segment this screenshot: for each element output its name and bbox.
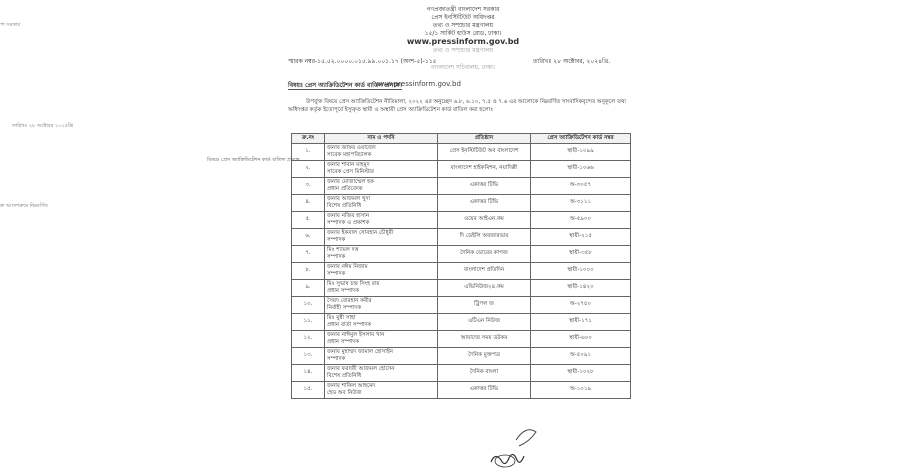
cell-org <box>438 382 531 399</box>
table-row <box>292 178 631 195</box>
cell-org <box>438 161 531 178</box>
serial-text: ১. <box>305 148 311 154</box>
person-title: বিশেষ প্রতিনিধি <box>327 203 362 209</box>
gov-header-line2: প্রেস ইনস্টিটিউট অধিদপ্তর <box>431 14 495 21</box>
person-title: সম্পাদক <box>327 237 346 243</box>
bleed-text-3: বিষয়ঃ প্রেস অ্যাক্রিডিটেশন কার্ড বাতিল প্রসঙ্গে <box>207 157 300 163</box>
person-title: প্রধান বার্তা সম্পাদক <box>327 322 372 328</box>
person-title: সম্পাদক ও প্রকাশক <box>327 220 370 226</box>
person-title: সাবেক প্রেস মিনিস্টার <box>327 169 374 175</box>
table-row <box>292 348 631 365</box>
serial-text: ৫. <box>305 216 311 222</box>
org-text: ওয়েব আইএন.কম <box>464 216 504 222</box>
cell-serial <box>292 178 325 195</box>
person-name: জনাব ফরাজী আজমল হোসেন <box>327 366 395 372</box>
cell-card <box>531 365 631 382</box>
serial-text: ১৩. <box>303 352 313 358</box>
org-text: দৈনিক মুক্তপত্র <box>468 352 500 358</box>
cell-org <box>438 365 531 382</box>
table-row <box>292 161 631 178</box>
person-title: সম্পাদক <box>327 356 346 362</box>
document-page <box>283 0 643 475</box>
cell-org <box>438 331 531 348</box>
cell-card <box>531 297 631 314</box>
table-row <box>292 280 631 297</box>
col-org-header: প্রতিষ্ঠান <box>438 134 531 144</box>
cell-name <box>325 297 438 314</box>
org-text: একাত্তর টিভি <box>469 199 499 205</box>
cell-name <box>325 280 438 297</box>
col-serial-header: ক্র.নং <box>292 134 325 144</box>
serial-text: ৭. <box>305 250 311 256</box>
memo-number: স্মারক নম্বর-১৫.৫২.০০০০.০১৫.৯৯.০০১.১৭ (অংশ-৫)-১১৫ <box>288 58 437 65</box>
person-title: নির্বাহী সম্পাদক <box>327 305 362 311</box>
cell-name <box>325 195 438 212</box>
cell-card <box>531 331 631 348</box>
cell-serial <box>292 246 325 263</box>
org-text: দৈনিক বাংলা <box>469 369 499 375</box>
person-name: মিঃ সুভাষ চন্দ্র সিংহ রায় <box>327 281 380 287</box>
cell-name <box>325 382 438 399</box>
table-body <box>292 144 631 399</box>
card-number: স্থায়ী-১০৬৬ <box>567 165 594 171</box>
stamp-mark <box>511 420 541 450</box>
org-text: আমাদের সময় ডটকম <box>460 335 508 341</box>
serial-text: ১০. <box>303 301 313 307</box>
cell-serial <box>292 382 325 399</box>
table-row <box>292 144 631 161</box>
cell-serial <box>292 365 325 382</box>
table-row <box>292 331 631 348</box>
serial-text: ২. <box>305 165 311 171</box>
person-name: মিঃ শ্যামল দত্ত <box>327 247 359 253</box>
org-text: দৈনিক ভোরের কাগজ <box>460 250 508 256</box>
cell-org <box>438 314 531 331</box>
cell-name <box>325 331 438 348</box>
card-number: স্থায়ী-১০০০ <box>567 267 594 273</box>
serial-text: ৬. <box>305 233 311 239</box>
cell-card <box>531 144 631 161</box>
bleed-text-2: তারিখঃ ২৮ অক্টোবর ২০২৪খ্রি <box>12 123 74 129</box>
serial-text: ৪. <box>305 199 311 205</box>
person-name: সৈয়দ বোরহান কবীর <box>327 298 372 304</box>
org-text: বাংলাদেশ প্রতিদিন <box>463 267 505 273</box>
table-row <box>292 229 631 246</box>
cell-org <box>438 178 531 195</box>
card-number: অ-৩০৫৭ <box>569 182 592 188</box>
website-link[interactable]: www.pressinform.gov.bd <box>406 37 520 46</box>
gov-header-line1: গণপ্রজাতন্ত্রী বাংলাদেশ সরকার <box>426 6 500 13</box>
table-header-row <box>292 134 631 144</box>
table-row <box>292 297 631 314</box>
person-title: প্রধান প্রতিবেদক <box>327 186 363 192</box>
cell-card <box>531 348 631 365</box>
memo-date: তারিখঃ ২৮ অক্টোবর, ২০২৪খ্রি. <box>533 58 611 65</box>
office-line: বাংলাদেশ সচিবালয়, ঢাকা। <box>431 64 495 71</box>
cell-card <box>531 263 631 280</box>
org-text: প্রেস ইনস্টিটিউট অব বাংলাদেশ <box>449 148 519 154</box>
cell-serial <box>292 161 325 178</box>
serial-text: ৩. <box>305 182 311 188</box>
person-name: জনাব নঈম নিজাম <box>327 264 368 270</box>
col-name-header: নাম ও পদবি <box>325 134 438 144</box>
person-title: বিশেষ প্রতিনিধি <box>327 373 362 379</box>
col-card-header: প্রেস অ্যাক্রিডিটেশন কার্ড নম্বর <box>531 134 631 144</box>
cell-serial <box>292 144 325 161</box>
person-title: সম্পাদক <box>327 271 346 277</box>
cell-name <box>325 263 438 280</box>
person-title: প্রধান সম্পাদক <box>327 288 360 294</box>
signature <box>487 448 527 470</box>
serial-text: ৮. <box>305 267 311 273</box>
org-text: এটিএন নিউজ <box>467 318 501 324</box>
revoked-cards-table <box>291 133 631 399</box>
person-name: জনাব মুহাম্মদ জামাল হোসাইন <box>327 349 393 355</box>
card-number: স্থায়ী-২১৫ <box>569 233 592 239</box>
card-number: অ-১০১৯ <box>569 386 592 392</box>
card-number: স্থায়ী-৬০০ <box>569 335 592 341</box>
cell-org <box>438 348 531 365</box>
serial-text: ৯. <box>305 284 311 290</box>
cell-org <box>438 246 531 263</box>
cell-serial <box>292 314 325 331</box>
cell-name <box>325 314 438 331</box>
person-title: সম্পাদক <box>327 254 346 260</box>
table-row <box>292 212 631 229</box>
card-number: স্থায়ী-৩৫৮ <box>569 250 592 256</box>
cell-org <box>438 229 531 246</box>
card-number: স্থায়ী-১৪২০ <box>567 284 594 290</box>
cell-org <box>438 263 531 280</box>
bleed-text-1: প্য সরকার <box>0 22 21 28</box>
cell-name <box>325 161 438 178</box>
cell-org <box>438 195 531 212</box>
person-title: প্রধান সম্পাদক <box>327 339 360 345</box>
table-row <box>292 382 631 399</box>
card-number: স্থায়ী-১০৯৯ <box>567 148 594 154</box>
card-number: অ-৫০৯১ <box>569 352 592 358</box>
cell-name <box>325 348 438 365</box>
cell-serial <box>292 348 325 365</box>
card-number: অ-৩১১১ <box>569 199 592 205</box>
card-number: অ-২৭৫০ <box>569 301 592 307</box>
cell-name <box>325 144 438 161</box>
person-name: জনাব শাকিল আহমেদ <box>327 383 376 389</box>
cell-name <box>325 178 438 195</box>
person-name: জনাব মোজাম্মেল হক <box>327 179 374 185</box>
serial-text: ১২. <box>303 335 313 341</box>
table-row <box>292 314 631 331</box>
cell-card <box>531 229 631 246</box>
cell-serial <box>292 297 325 314</box>
cell-name <box>325 246 438 263</box>
cell-serial <box>292 195 325 212</box>
person-name: জনাব নাঈমুল ইসলাম খান <box>327 332 385 338</box>
cell-serial <box>292 331 325 348</box>
cell-org <box>438 297 531 314</box>
serial-text: ১১. <box>303 318 313 324</box>
gov-header-line5: তথ্য ও সম্প্রচার মন্ত্রণালয় <box>432 47 494 54</box>
cell-card <box>531 178 631 195</box>
cell-serial <box>292 229 325 246</box>
cell-org <box>438 212 531 229</box>
person-title: হেড অব নিউজ <box>327 390 362 396</box>
cell-card <box>531 161 631 178</box>
person-name: জনাব আজমল খুদা <box>327 196 370 202</box>
cell-name <box>325 365 438 382</box>
cell-serial <box>292 212 325 229</box>
card-number: স্থায়ী-১০২৮ <box>567 369 594 375</box>
table-row <box>292 246 631 263</box>
org-text: ট্রিপল জ <box>474 301 494 307</box>
person-name: জনাব জাফর ওয়াজেদ <box>327 145 376 151</box>
gov-header-line4: ১৫/১ সার্কিট হাউস রোড, ঢাকা। <box>424 30 502 37</box>
person-name: মিঃ মুন্নী সাহা <box>327 315 356 321</box>
table-row <box>292 263 631 280</box>
cell-card <box>531 314 631 331</box>
cell-serial <box>292 263 325 280</box>
subject-text: বিষয়ঃ প্রেস অ্যাক্রিডিটেশন কার্ড বাতিল প্রসঙ্গে। <box>288 82 402 89</box>
website-watermark: www.pressinform.gov.bd <box>375 80 461 88</box>
cell-serial <box>292 280 325 297</box>
card-number: স্থায়ী-১৭১ <box>569 318 592 324</box>
serial-text: ১৪. <box>303 369 313 375</box>
cell-name <box>325 229 438 246</box>
cell-card <box>531 382 631 399</box>
org-text: একাত্তর টিভি <box>469 182 499 188</box>
cell-org <box>438 144 531 161</box>
org-text: বাংলাদেশ হাইকমিশন, নয়াদিল্লী <box>450 165 518 171</box>
gov-header-line3: তথ্য ও সম্প্রচার মন্ত্রণালয় <box>432 22 494 29</box>
person-name: জনাব নজিব হাসান <box>327 213 370 219</box>
card-number: অ-৫৯০০ <box>569 216 592 222</box>
person-name: জনাব শাবান মাহমুদ <box>327 162 370 168</box>
table-row <box>292 195 631 212</box>
org-text: একাত্তর টিভি <box>469 386 499 392</box>
org-text: এভিনিউজ২৪.কম <box>464 284 504 290</box>
bleed-text-4: ক্র আদেশক্রমে নিম্নবর্ণিত <box>0 203 48 209</box>
cell-card <box>531 212 631 229</box>
table-row <box>292 365 631 382</box>
person-name: জনাব ইকবাল সোবহান চৌধুরী <box>327 230 394 236</box>
serial-text: ১৫. <box>303 386 313 392</box>
cell-card <box>531 246 631 263</box>
cell-name <box>325 212 438 229</box>
cell-card <box>531 280 631 297</box>
cell-org <box>438 280 531 297</box>
cell-card <box>531 195 631 212</box>
body-paragraph: উপর্যুক্ত বিষয়ে প্রেস অ্যাক্রিডিটেশন নীতিমালা, ২০২২ এর অনুচ্ছেদ ৬.৮, ৬.১০, ৭.৫ ও ৭.৬ এর আলোকে নিম্নবর্ণিত সাংবাদিকবৃন্দের অনুকূলে তথ্য অধিদপ্তর কর্তৃক ইতোপূর্বে ইস্যুকৃত স্থায়ী ও অস্থায়ী প্রেস অ্যাক্রিডিটেশন কার্ড বাতিল করা হলোঃ <box>288 99 627 113</box>
person-title: সাবেক মহাপরিচালক <box>327 152 372 158</box>
org-text: দি ডেইলি অবজারভার <box>459 233 509 239</box>
